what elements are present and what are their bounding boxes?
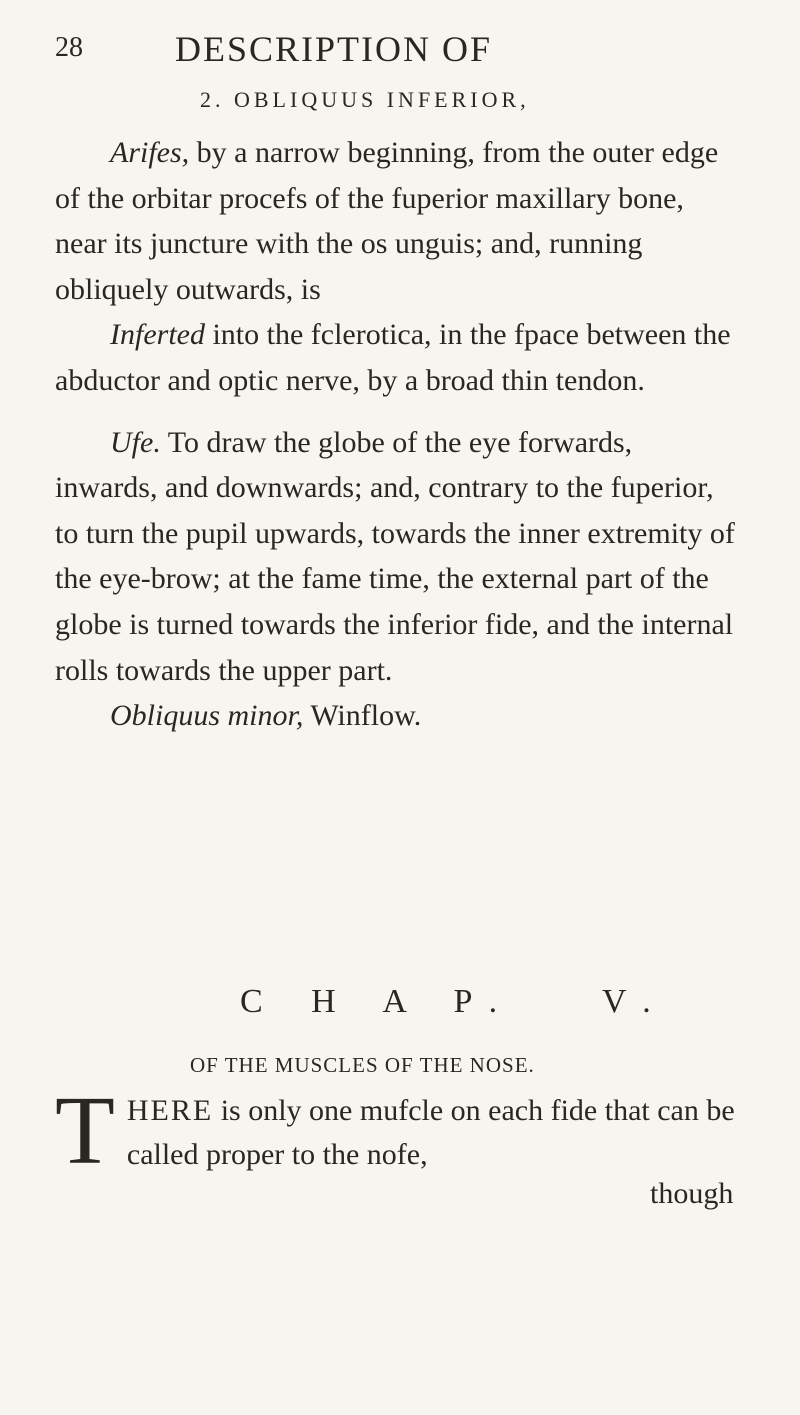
running-head: [55, 28, 705, 68]
chapter-body: [55, 1077, 735, 1185]
arises-label: Arifes,: [110, 136, 190, 169]
use-text: To draw the globe of the eye forwards, inwards, and downwards; and, contrary to the fuperior, to turn the pupil upwards, towards the inner extremity of the eye-brow; at the fame time, the external part of the globe is turned towards the inferior fide, and the internal rolls towards the upper part.: [55, 425, 735, 687]
chapter-body-text: is only one mufcle on each fide that can be called proper to the nofe,: [126, 1094, 735, 1171]
paragraph-use: [55, 420, 735, 694]
running-title: DESCRIPTION OF: [175, 29, 493, 69]
chapter-heading: C H A P. V.: [240, 983, 671, 1020]
arises-text: by a narrow beginning, from the outer edge of the orbitar procefs of the fuperior maxillary bone, near its juncture with the os unguis; and, running obliquely outwards, is: [55, 136, 719, 306]
inserted-text: into the fclerotica, in the fpace between the abductor and optic nerve, by a broad thin tendon.: [55, 318, 731, 397]
paragraph-synonym: [55, 693, 735, 739]
synonym-label: Obliquus minor,: [110, 699, 304, 733]
drop-cap: T: [55, 1077, 115, 1185]
paragraph-inserted: [55, 312, 735, 403]
page-number: 28: [55, 32, 83, 63]
body-text: [55, 130, 735, 739]
chapter-subtitle: OF THE MUSCLES OF THE NOSE.: [190, 1053, 535, 1077]
catchword: though: [650, 1177, 734, 1210]
use-label: Ufe.: [110, 425, 161, 459]
synonym-text: Winflow.: [303, 699, 422, 733]
inserted-label: Inferted: [110, 318, 205, 352]
paragraph-arises: [55, 130, 735, 312]
section-heading: 2. OBLIQUUS INFERIOR,: [200, 87, 530, 112]
chapter-first-words: HERE: [126, 1094, 214, 1127]
